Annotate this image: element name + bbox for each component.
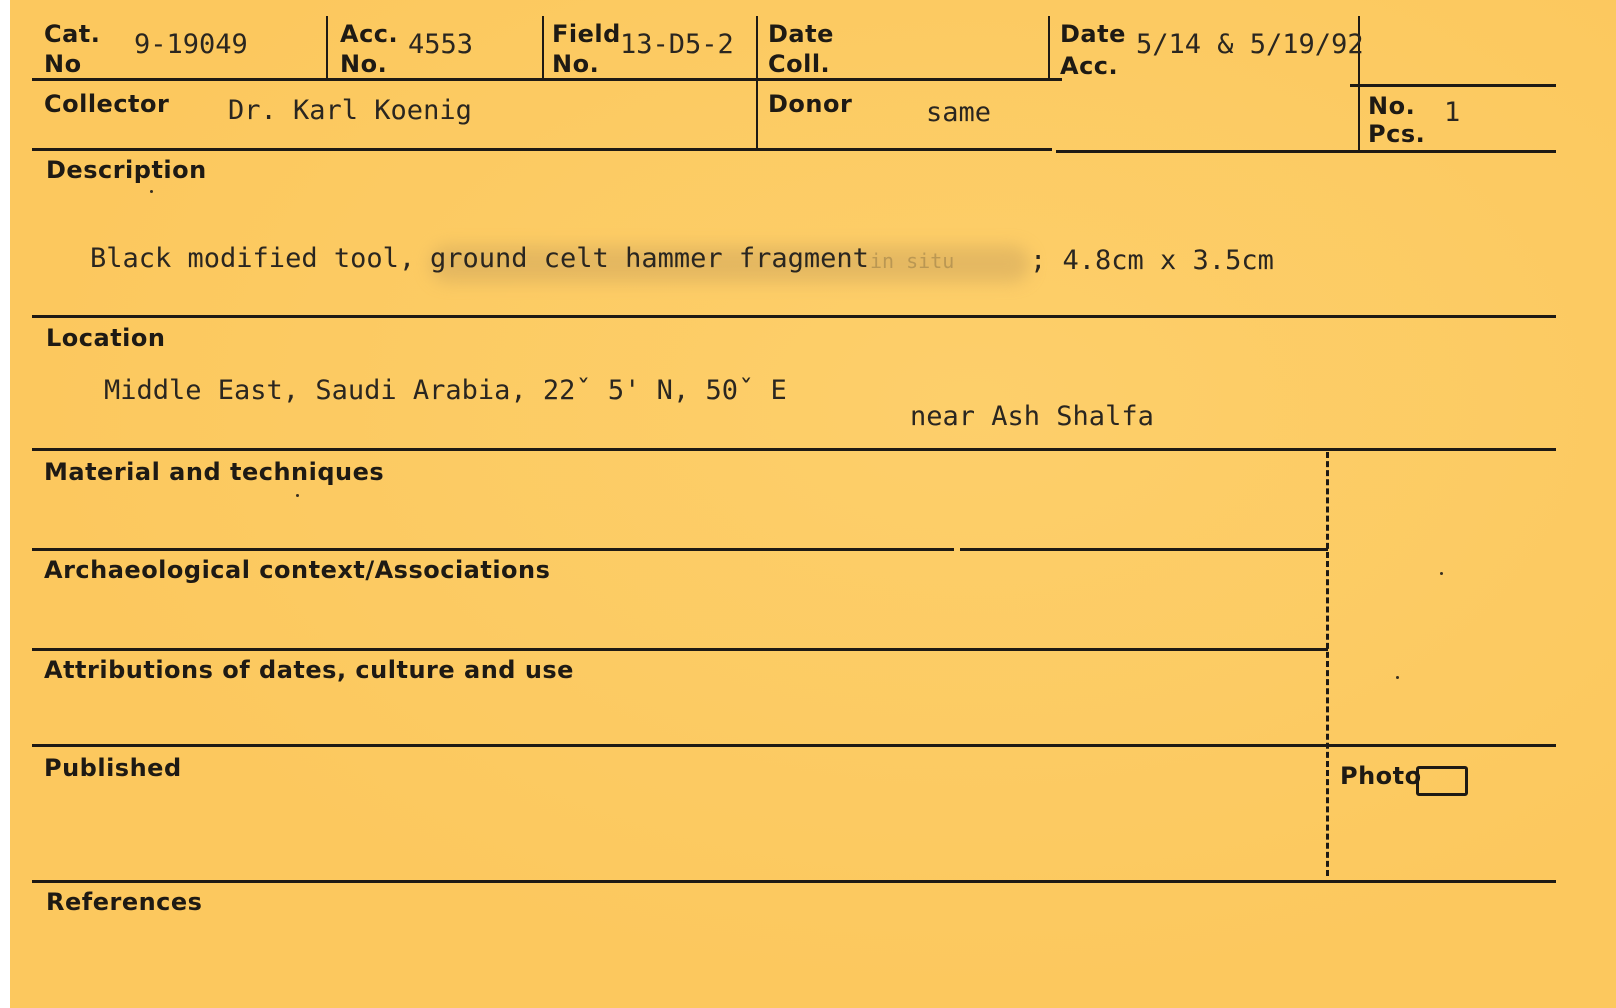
date-coll-label-line1: Date <box>768 20 834 48</box>
date-acc-label-line1: Date <box>1060 20 1126 48</box>
date-coll-label-line2: Coll. <box>768 50 831 78</box>
location-rule <box>32 448 1556 451</box>
material-techniques-label: Material and techniques <box>44 458 385 486</box>
archaeological-rule <box>32 648 1328 651</box>
published-label: Published <box>44 754 182 782</box>
description-label: Description <box>46 156 207 184</box>
donor-value: same <box>926 97 992 128</box>
references-label: References <box>46 888 203 916</box>
description-text-obscured: in situ <box>870 249 955 273</box>
stray-mark <box>296 494 299 497</box>
published-rule <box>32 880 1556 883</box>
cat-no-label-line2: No <box>44 50 82 78</box>
attributions-label: Attributions of dates, culture and use <box>44 656 574 684</box>
photo-column-divider <box>1326 452 1329 876</box>
donor-label: Donor <box>768 90 853 118</box>
no-pcs-label-line1: No. <box>1368 92 1416 120</box>
stray-mark <box>150 190 153 193</box>
catalog-card <box>10 0 1616 1008</box>
photo-checkbox[interactable] <box>1416 766 1468 796</box>
material-rule-a <box>32 548 954 551</box>
no-pcs-value: 1 <box>1444 97 1461 128</box>
divider-cat-acc <box>326 16 328 80</box>
location-line2: near Ash Shalfa <box>910 401 1154 432</box>
description-text-2: ground celt hammer fragment <box>430 243 869 274</box>
header-rule-left <box>32 78 1062 81</box>
description-text-3: ; 4.8cm x 3.5cm <box>1030 245 1274 276</box>
collector-label: Collector <box>44 90 170 118</box>
stray-mark <box>1440 572 1443 575</box>
cat-no-label-line1: Cat. <box>44 20 101 48</box>
field-no-label-line1: Field <box>552 20 621 48</box>
header-rule-right <box>1350 84 1556 87</box>
no-pcs-label-line2: Pcs. <box>1368 120 1426 148</box>
acc-no-value: 4553 <box>408 29 474 60</box>
location-label: Location <box>46 324 166 352</box>
description-rule <box>32 315 1556 318</box>
field-no-value: 13-D5-2 <box>620 29 734 60</box>
collector-rule-right <box>1056 150 1556 153</box>
material-rule-b <box>960 548 1328 551</box>
divider-acc-field <box>542 16 544 80</box>
location-line1: Middle East, Saudi Arabia, 22ˇ 5' N, 50ˇ E <box>104 375 787 406</box>
date-acc-label-line2: Acc. <box>1060 52 1119 80</box>
divider-datecoll-dateacc <box>1048 16 1050 80</box>
collector-value: Dr. Karl Koenig <box>228 95 472 126</box>
date-acc-value: 5/14 & 5/19/92 <box>1136 29 1364 60</box>
photo-label: Photo <box>1340 762 1422 790</box>
acc-no-label-line2: No. <box>340 50 388 78</box>
acc-no-label-line1: Acc. <box>340 20 399 48</box>
divider-field-date <box>756 16 758 150</box>
cat-no-value: 9-19049 <box>134 29 248 60</box>
archaeological-context-label: Archaeological context/Associations <box>44 556 551 584</box>
stray-mark <box>1396 676 1399 679</box>
field-no-label-line2: No. <box>552 50 600 78</box>
collector-rule-left <box>32 148 1052 151</box>
description-text-1: Black modified tool, <box>90 243 416 274</box>
